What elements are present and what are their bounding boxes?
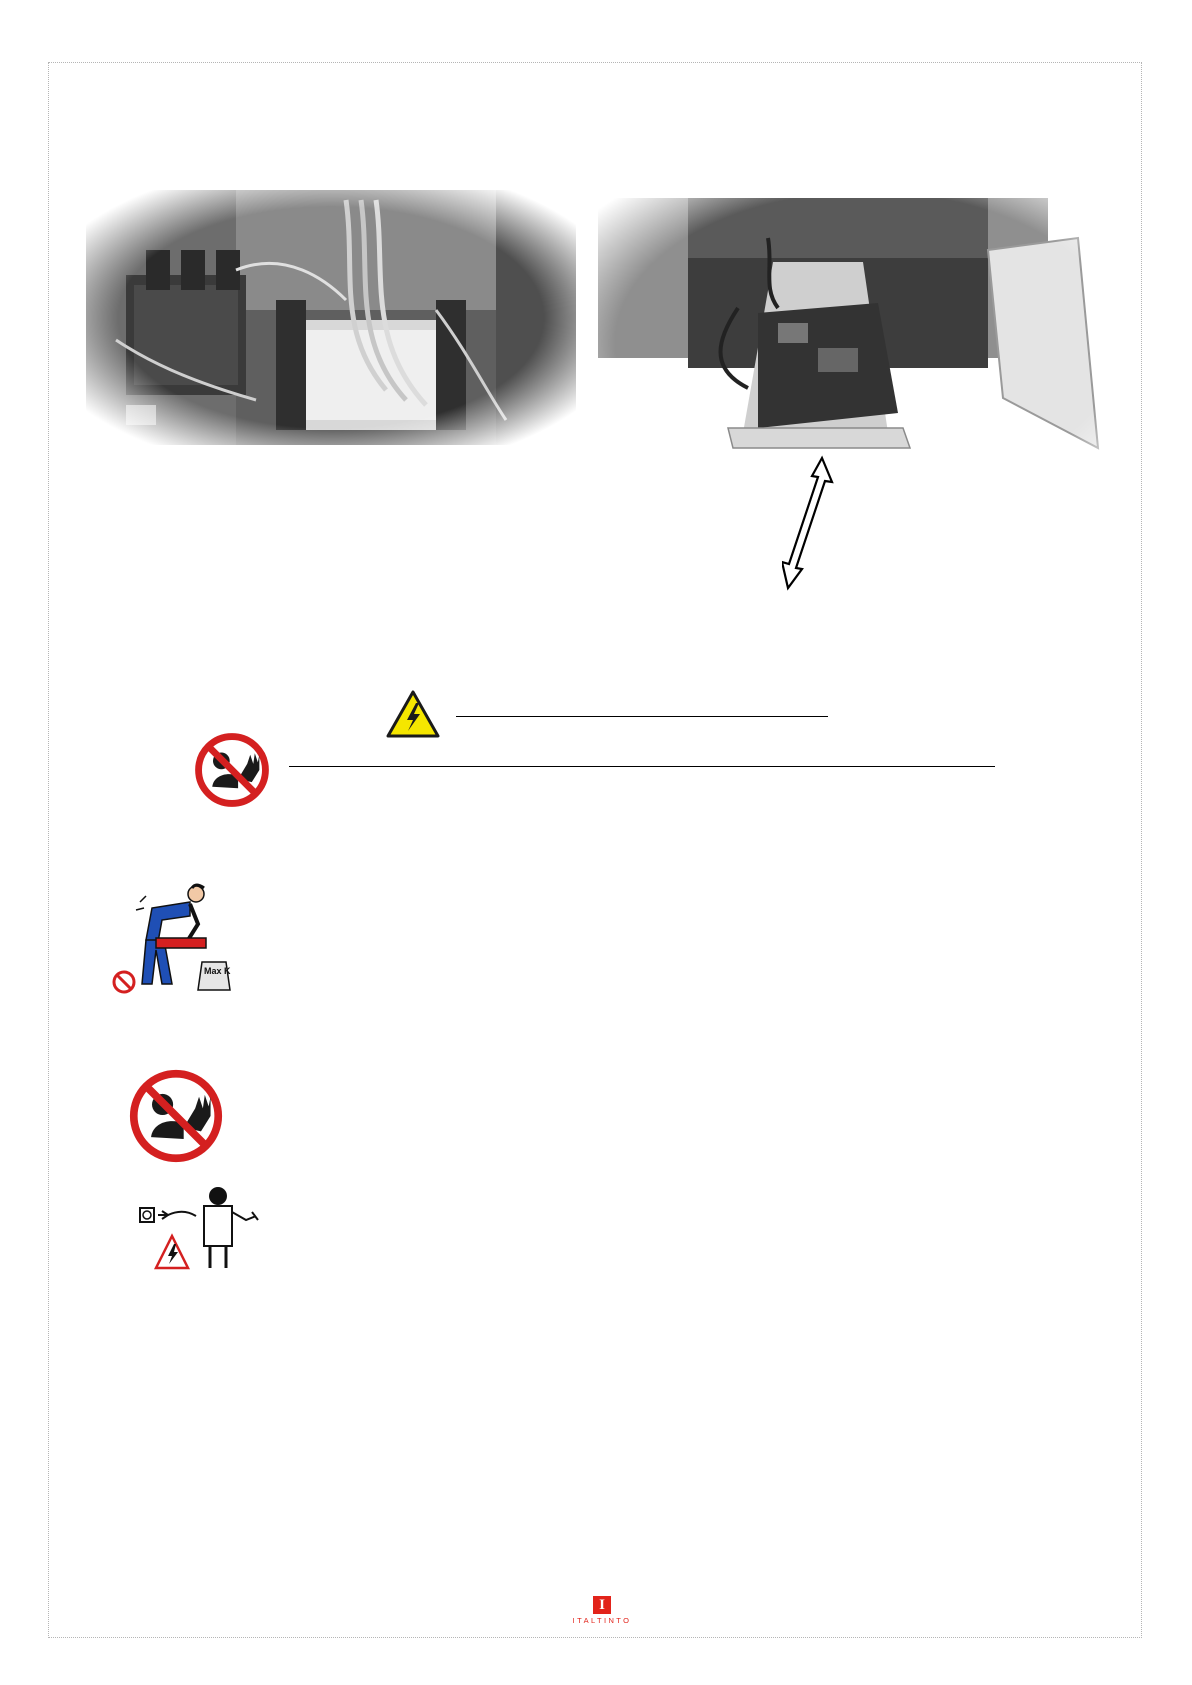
drawer-board-photo — [598, 198, 1136, 520]
warning-line-2 — [289, 766, 995, 767]
logo-text: ITALTINTO — [572, 1616, 632, 1625]
high-voltage-icon — [386, 690, 440, 738]
heavy-lifting-icon — [112, 880, 234, 998]
unplug-before-maintenance-icon — [138, 1186, 264, 1272]
transformer-wiring-photo — [86, 190, 576, 445]
logo-letter: I — [593, 1596, 611, 1614]
warning-line-1 — [456, 716, 828, 717]
do-not-touch-icon — [128, 1068, 224, 1164]
double-arrow-icon — [782, 452, 834, 592]
max-weight-label: Max K — [204, 966, 231, 976]
italtinto-logo — [570, 1596, 634, 1630]
do-not-touch-icon — [194, 732, 270, 808]
